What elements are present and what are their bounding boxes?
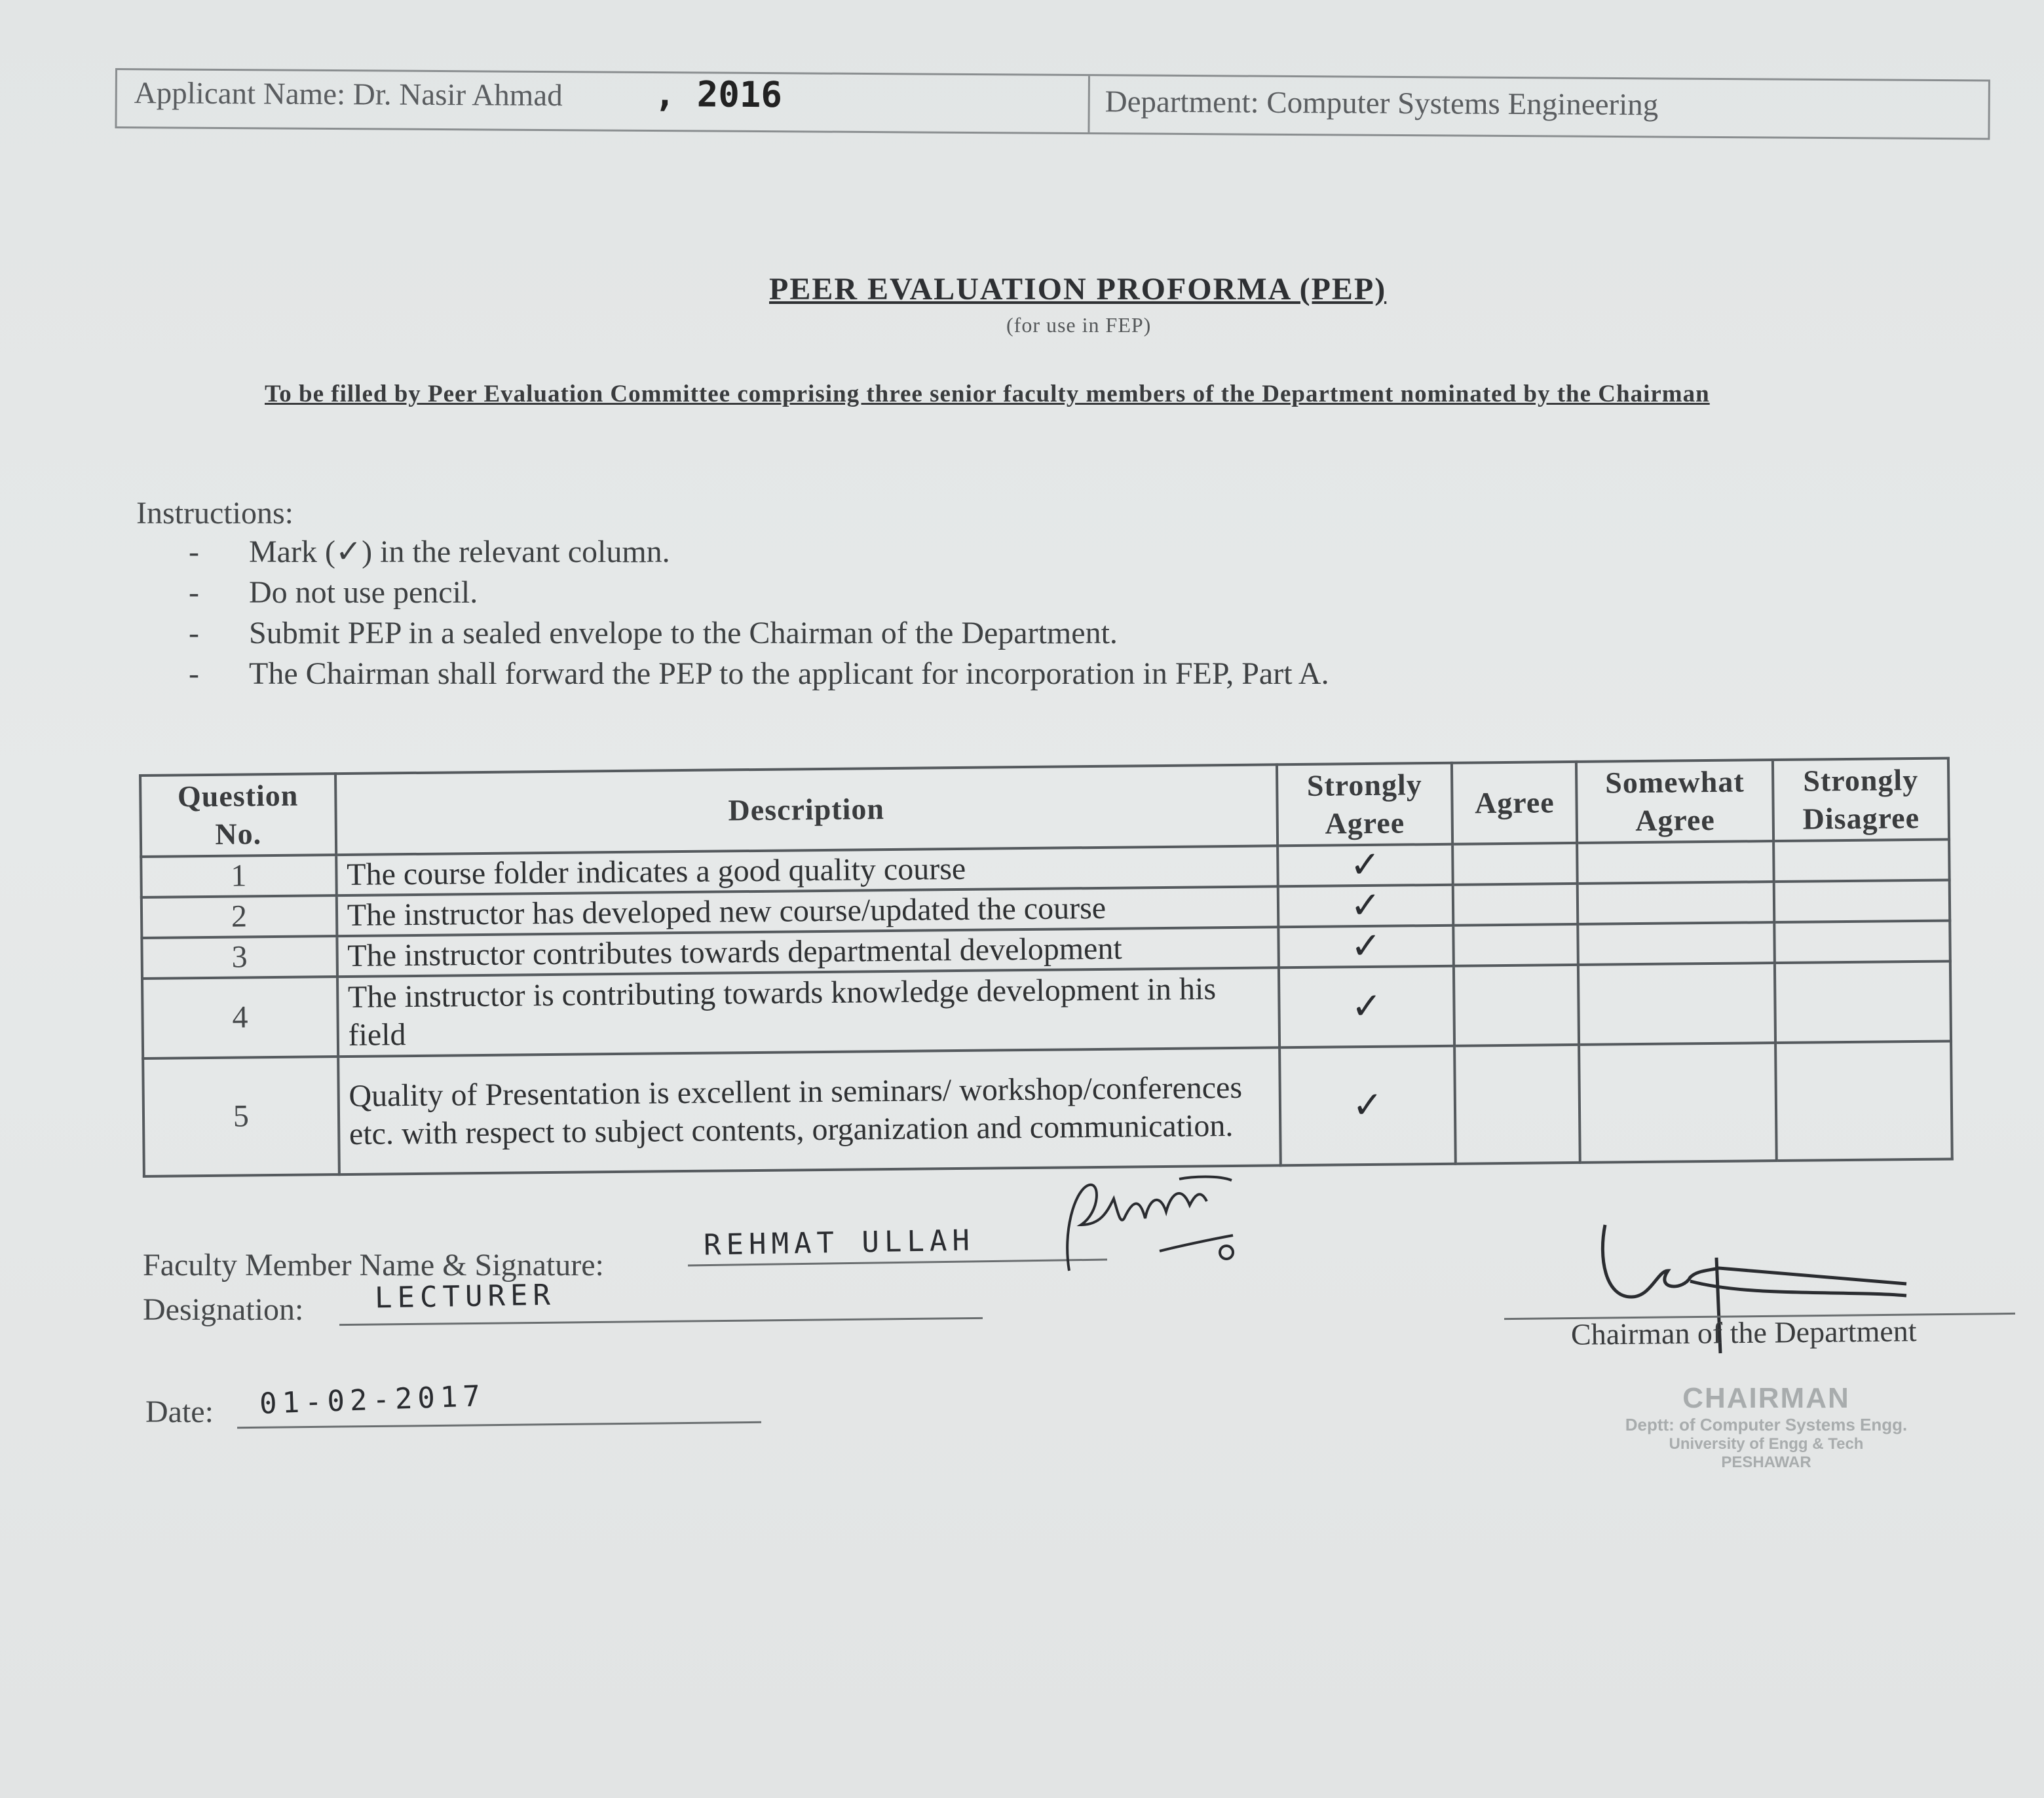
- instructions-list: [189, 532, 1329, 694]
- instruction-item: - Do not use pencil.: [189, 572, 1329, 613]
- instruction-item: - The Chairman shall forward the PEP to the applicant for incorporation in FEP, Part A.: [189, 654, 1329, 694]
- applicant-handwritten-year: , 2016: [654, 73, 783, 116]
- applicant-name: Applicant Name: Dr. Nasir Ahmad: [134, 76, 563, 113]
- mark-strongly-agree[interactable]: ✓: [1278, 885, 1453, 927]
- mark-somewhat-agree[interactable]: [1578, 882, 1774, 924]
- question-number: 1: [141, 855, 336, 897]
- mark-agree[interactable]: [1455, 1045, 1581, 1164]
- designation-value[interactable]: LECTURER: [374, 1278, 556, 1315]
- question-number: 3: [142, 936, 337, 979]
- instructions-heading: Instructions:: [136, 496, 293, 531]
- question-description: The instructor contributes towards departmental development: [337, 927, 1278, 977]
- applicant-header-box: [115, 68, 1990, 140]
- page-title: PEER EVALUATION PROFORMA (PEP): [769, 272, 1387, 307]
- date-label: Date:: [145, 1395, 214, 1429]
- date-line: [237, 1421, 761, 1429]
- committee-notice: To be filled by Peer Evaluation Committee comprising three senior faculty members of the Department nominated by the Chairman: [265, 381, 1710, 407]
- mark-somewhat-agree[interactable]: [1579, 1043, 1777, 1163]
- page-subtitle: (for use in FEP): [1006, 313, 1152, 337]
- faculty-name-label: Faculty Member Name & Signature:: [143, 1248, 604, 1283]
- evaluation-table: [139, 757, 1954, 1178]
- designation-line: [339, 1317, 983, 1326]
- mark-strongly-disagree[interactable]: [1773, 839, 1949, 882]
- chairman-stamp: [1596, 1382, 1937, 1472]
- mark-strongly-disagree[interactable]: [1775, 1041, 1952, 1161]
- question-description: The instructor has developed new course/updated the course: [337, 886, 1278, 936]
- question-number: 2: [142, 895, 337, 938]
- mark-strongly-agree[interactable]: ✓: [1279, 1046, 1456, 1166]
- column-header-somewhat-agree: Somewhat Agree: [1576, 760, 1773, 843]
- column-header-strongly-agree: Strongly Agree: [1277, 763, 1453, 846]
- chairman-label: Chairman of the Department: [1570, 1314, 1917, 1351]
- column-header-description: Description: [335, 764, 1278, 855]
- question-number: 5: [143, 1057, 339, 1176]
- mark-agree[interactable]: [1454, 924, 1578, 966]
- column-header-strongly-disagree: Strongly Disagree: [1773, 758, 1949, 841]
- designation-label: Designation:: [143, 1292, 304, 1327]
- mark-strongly-disagree[interactable]: [1775, 961, 1951, 1043]
- mark-somewhat-agree[interactable]: [1578, 922, 1775, 965]
- mark-somewhat-agree[interactable]: [1577, 841, 1773, 884]
- mark-somewhat-agree[interactable]: [1578, 963, 1775, 1045]
- instruction-item: - Mark (✓) in the relevant column.: [189, 532, 1329, 572]
- mark-agree[interactable]: [1453, 843, 1578, 885]
- mark-strongly-agree[interactable]: ✓: [1278, 926, 1454, 968]
- department-name: Department: Computer Systems Engineering: [1105, 84, 1659, 122]
- date-value[interactable]: 01-02-2017: [259, 1379, 486, 1421]
- column-header-question-no: Question No.: [140, 774, 336, 857]
- question-description: Quality of Presentation is excellent in seminars/ workshop/conferences etc. with respect to subject contents, organization and communication.: [338, 1047, 1281, 1174]
- instruction-item: - Submit PEP in a sealed envelope to the Chairman of the Department.: [189, 613, 1329, 654]
- faculty-name-value[interactable]: REHMAT ULLAH: [703, 1224, 975, 1262]
- mark-strongly-disagree[interactable]: [1774, 920, 1950, 963]
- mark-strongly-agree[interactable]: ✓: [1278, 844, 1453, 887]
- stamp-line-3: University of Engg & Tech: [1669, 1435, 1864, 1453]
- question-description: The course folder indicates a good quality course: [336, 846, 1278, 895]
- faculty-signature: [1061, 1172, 1245, 1290]
- table-row: [143, 1041, 1952, 1176]
- question-description: The instructor is contributing towards knowledge development in his field: [337, 967, 1279, 1057]
- column-header-agree: Agree: [1452, 762, 1577, 844]
- header-divider: [1088, 76, 1090, 132]
- mark-agree[interactable]: [1454, 965, 1579, 1046]
- stamp-line-2: Deptt: of Computer Systems Engg.: [1625, 1415, 1908, 1434]
- mark-agree[interactable]: [1453, 884, 1578, 926]
- stamp-line-4: PESHAWAR: [1721, 1453, 1811, 1471]
- question-number: 4: [142, 977, 338, 1058]
- mark-strongly-disagree[interactable]: [1774, 880, 1950, 922]
- mark-strongly-agree[interactable]: ✓: [1279, 966, 1455, 1048]
- stamp-line-1: CHAIRMAN: [1682, 1382, 1850, 1414]
